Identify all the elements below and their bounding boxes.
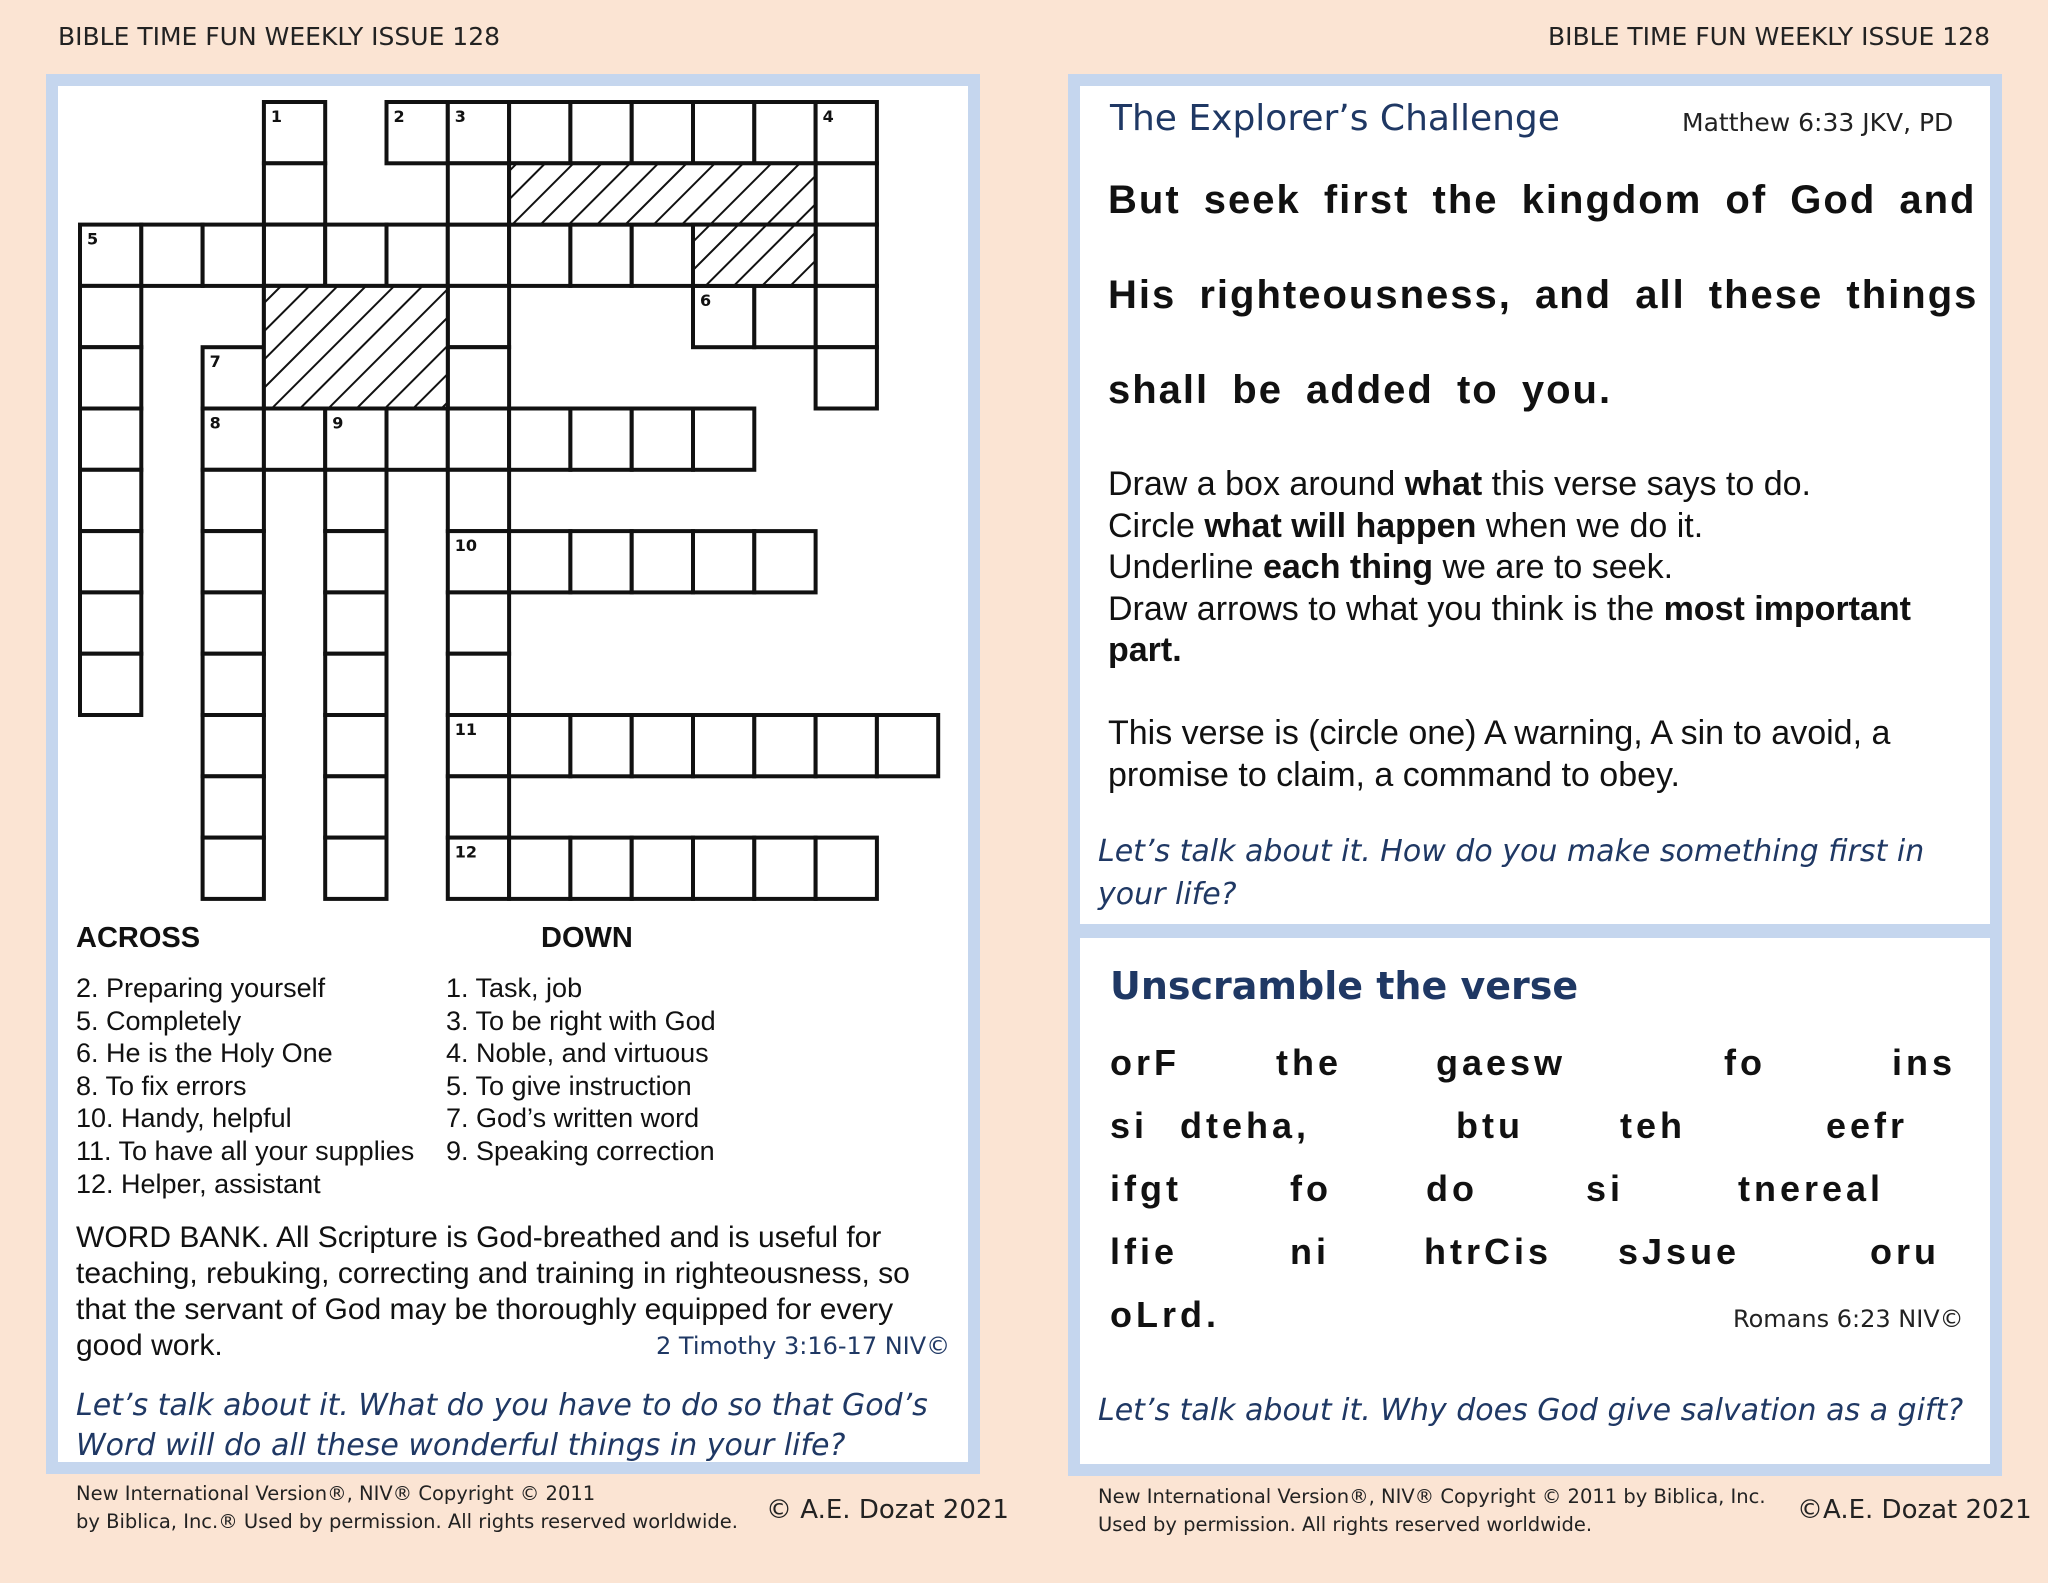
instruction-line: Draw a box around what this verse says to do. bbox=[1108, 465, 1811, 503]
verse-line: His righteousness, and all these things bbox=[1108, 273, 1979, 317]
crossword-cell[interactable] bbox=[448, 592, 509, 653]
issue-header-left: BIBLE TIME FUN WEEKLY ISSUE 128 bbox=[58, 22, 501, 51]
crossword-cell[interactable] bbox=[509, 715, 570, 776]
across-clue: 2. Preparing yourself bbox=[76, 973, 326, 1003]
crossword-cell[interactable] bbox=[325, 838, 386, 899]
left-license bbox=[76, 1480, 738, 1536]
crossword-cell[interactable] bbox=[570, 409, 631, 470]
instruction-line: Circle what will happen when we do it. bbox=[1108, 506, 1704, 545]
crossword-cell[interactable] bbox=[754, 102, 815, 163]
cell-number: 7 bbox=[209, 352, 221, 372]
cell-number: 10 bbox=[454, 536, 478, 556]
crossword-cell[interactable] bbox=[325, 715, 386, 776]
explorer-reference: Matthew 6:33 JKV, PD bbox=[1682, 108, 1954, 137]
cell-number: 1 bbox=[270, 107, 283, 126]
scrambled-word: ifgt bbox=[1110, 1168, 1182, 1209]
unscramble-talk-prompt: Let’s talk about it. Why does God give salvation as a gift? bbox=[1098, 1393, 1964, 1428]
crossword-cell[interactable] bbox=[203, 470, 264, 531]
scrambled-word: oLrd. bbox=[1110, 1294, 1220, 1335]
across-clue: 8. To fix errors bbox=[76, 1070, 247, 1101]
right-license-line2: Used by permission. All rights reserved worldwide. bbox=[1098, 1513, 1593, 1536]
crossword-cell[interactable] bbox=[387, 225, 448, 286]
crossword-cell[interactable] bbox=[448, 776, 509, 837]
scrambled-word: si bbox=[1586, 1168, 1625, 1209]
crossword-cell[interactable] bbox=[693, 531, 754, 592]
shaded-block bbox=[693, 225, 816, 286]
scrambled-word: orF bbox=[1110, 1042, 1180, 1083]
crossword-cell[interactable] bbox=[754, 531, 815, 592]
crossword-cell[interactable] bbox=[80, 654, 141, 715]
scrambled-word: teh bbox=[1620, 1105, 1686, 1146]
crossword-cell[interactable] bbox=[203, 592, 264, 653]
across-clue: 10. Handy, helpful bbox=[76, 1103, 292, 1134]
cell-number: 3 bbox=[454, 107, 466, 126]
down-clue: 9. Speaking correction bbox=[446, 1135, 715, 1166]
crossword-cell[interactable] bbox=[203, 838, 264, 899]
crossword-cell[interactable] bbox=[693, 838, 754, 899]
instruction-line: part. bbox=[1108, 631, 1182, 669]
crossword-cell[interactable] bbox=[754, 838, 815, 899]
scrambled-word: tnereal bbox=[1738, 1168, 1885, 1209]
crossword-cell[interactable] bbox=[80, 531, 141, 592]
scrambled-word: si bbox=[1110, 1105, 1149, 1146]
scrambled-word: lfie bbox=[1110, 1231, 1179, 1272]
crossword-talk-prompt: Let’s talk about it. What do you have to do so that God’s Word will do all these wonderful things in your life? bbox=[76, 1388, 928, 1463]
crossword-cell[interactable] bbox=[570, 715, 631, 776]
crossword-cell[interactable] bbox=[448, 409, 509, 470]
scrambled-word: dteha, bbox=[1180, 1105, 1311, 1146]
cell-number: 6 bbox=[700, 290, 712, 310]
crossword-cell[interactable] bbox=[80, 409, 141, 470]
unscramble-title: Unscramble the verse bbox=[1110, 964, 1579, 1008]
crossword-cell[interactable] bbox=[816, 225, 877, 286]
scrambled-word: ins bbox=[1892, 1042, 1957, 1083]
scrambled-word: do bbox=[1426, 1168, 1478, 1209]
crossword-cell[interactable] bbox=[509, 531, 570, 592]
crossword-cell[interactable] bbox=[693, 409, 754, 470]
instruction-line: Underline each thing we are to seek. bbox=[1108, 548, 1674, 586]
crossword-cell[interactable] bbox=[754, 286, 815, 347]
crossword-cell[interactable] bbox=[570, 102, 631, 163]
across-clue: 12. Helper, assistant bbox=[76, 1168, 321, 1199]
crossword-cell[interactable] bbox=[632, 409, 693, 470]
down-clue: 5. To give instruction bbox=[446, 1070, 692, 1101]
crossword-cell[interactable] bbox=[203, 715, 264, 776]
left-license-line1: New International Version®, NIV® Copyright © 2011 bbox=[76, 1482, 596, 1505]
right-copyright: ©A.E. Dozat 2021 bbox=[1797, 1495, 2032, 1525]
circle-one-prompt bbox=[1108, 713, 1890, 796]
circle-one-line: promise to claim, a command to obey. bbox=[1108, 755, 1680, 794]
crossword-cell[interactable] bbox=[325, 225, 386, 286]
crossword-cell[interactable] bbox=[80, 347, 141, 408]
crossword-cell[interactable] bbox=[509, 225, 570, 286]
crossword-cell[interactable] bbox=[632, 531, 693, 592]
crossword-cell[interactable] bbox=[816, 715, 877, 776]
scrambled-word: gaesw bbox=[1436, 1042, 1567, 1083]
left-copyright: © A.E. Dozat 2021 bbox=[766, 1495, 1009, 1525]
word-bank-text: All Scripture is God-breathed and is useful for teaching, rebuking, correcting and training in righteousness, so that the servant of God may be thoroughly equipped for every good work. bbox=[76, 1221, 910, 1362]
cell-number: 8 bbox=[209, 413, 221, 433]
explorer-talk-prompt: Let’s talk about it. How do you make something first in your life? bbox=[1098, 834, 1925, 912]
crossword-cell[interactable] bbox=[325, 654, 386, 715]
crossword-cell[interactable] bbox=[448, 654, 509, 715]
crossword-cell[interactable] bbox=[632, 838, 693, 899]
crossword-cell[interactable] bbox=[141, 225, 202, 286]
down-title: DOWN bbox=[541, 922, 633, 954]
crossword-cell[interactable] bbox=[632, 715, 693, 776]
crossword-cell[interactable] bbox=[325, 776, 386, 837]
scrambled-word: sJsue bbox=[1618, 1231, 1741, 1272]
across-clue: 5. Completely bbox=[76, 1005, 242, 1036]
scrambled-word: oru bbox=[1870, 1231, 1940, 1272]
crossword-grid[interactable] bbox=[0, 0, 1000, 920]
crossword-cell[interactable] bbox=[570, 838, 631, 899]
crossword-cell[interactable] bbox=[448, 163, 509, 224]
crossword-cell[interactable] bbox=[80, 592, 141, 653]
down-clue: 7. God’s written word bbox=[446, 1103, 700, 1134]
crossword-cell[interactable] bbox=[80, 286, 141, 347]
crossword-cell[interactable] bbox=[816, 838, 877, 899]
unscramble-reference: Romans 6:23 NIV© bbox=[1733, 1305, 1964, 1333]
crossword-cell[interactable] bbox=[325, 531, 386, 592]
verse-line: shall be added to you. bbox=[1108, 368, 1613, 412]
crossword-cell[interactable] bbox=[816, 286, 877, 347]
cell-number: 2 bbox=[393, 107, 405, 126]
right-license bbox=[1098, 1483, 1766, 1539]
crossword-cell[interactable] bbox=[570, 531, 631, 592]
circle-one-line: This verse is (circle one) A warning, A sin to avoid, a bbox=[1108, 714, 1891, 752]
scrambled-word: htrCis bbox=[1424, 1231, 1553, 1272]
right-license-line1: New International Version®, NIV® Copyright © 2011 by Biblica, Inc. bbox=[1098, 1485, 1766, 1508]
crossword-cell[interactable] bbox=[448, 347, 509, 408]
crossword-cell[interactable] bbox=[264, 225, 325, 286]
explorer-title: The Explorer’s Challenge bbox=[1110, 98, 1560, 139]
crossword-cell[interactable] bbox=[816, 163, 877, 224]
down-clues bbox=[446, 972, 716, 1168]
cell-number: 4 bbox=[822, 107, 834, 126]
scrambled-word: btu bbox=[1456, 1105, 1524, 1146]
crossword-cell[interactable] bbox=[387, 409, 448, 470]
crossword-cell[interactable] bbox=[632, 225, 693, 286]
crossword-cell[interactable] bbox=[203, 654, 264, 715]
shaded-block bbox=[509, 163, 815, 224]
crossword-cell[interactable] bbox=[754, 715, 815, 776]
crossword-cell[interactable] bbox=[632, 102, 693, 163]
crossword-cell[interactable] bbox=[816, 347, 877, 408]
crossword-cell[interactable] bbox=[509, 409, 570, 470]
scrambled-word: ni bbox=[1290, 1231, 1330, 1272]
left-license-line2: by Biblica, Inc.® Used by permission. All rights reserved worldwide. bbox=[76, 1510, 738, 1533]
shaded-block bbox=[264, 286, 448, 409]
crossword-cell[interactable] bbox=[509, 102, 570, 163]
crossword-cell[interactable] bbox=[203, 531, 264, 592]
scrambled-word: the bbox=[1276, 1042, 1342, 1083]
scrambled-word: eefr bbox=[1826, 1105, 1909, 1146]
across-clue: 11. To have all your supplies bbox=[76, 1135, 415, 1166]
crossword-cell[interactable] bbox=[448, 470, 509, 531]
cell-number: 5 bbox=[87, 229, 99, 249]
crossword-cell[interactable] bbox=[203, 776, 264, 837]
verse-line: But seek first the kingdom of God and bbox=[1108, 178, 1977, 222]
crossword-cell[interactable] bbox=[448, 286, 509, 347]
crossword-cell[interactable] bbox=[570, 225, 631, 286]
scrambled-word: fo bbox=[1724, 1042, 1766, 1083]
cell-number: 9 bbox=[332, 413, 344, 433]
crossword-cell[interactable] bbox=[877, 715, 938, 776]
word-bank-reference: 2 Timothy 3:16-17 NIV© bbox=[656, 1332, 951, 1360]
issue-header-right: BIBLE TIME FUN WEEKLY ISSUE 128 bbox=[1547, 22, 1990, 51]
crossword-cell[interactable] bbox=[264, 163, 325, 224]
across-title: ACROSS bbox=[76, 922, 201, 954]
down-clue: 3. To be right with God bbox=[446, 1005, 716, 1036]
down-clue: 1. Task, job bbox=[446, 973, 583, 1003]
instruction-line: Draw arrows to what you think is the most important bbox=[1108, 589, 1912, 628]
across-clue: 6. He is the Holy One bbox=[76, 1038, 333, 1069]
crossword-cell[interactable] bbox=[264, 409, 325, 470]
across-clues bbox=[76, 972, 414, 1200]
crossword-cell[interactable] bbox=[203, 225, 264, 286]
crossword-cell[interactable] bbox=[448, 225, 509, 286]
instructions bbox=[1108, 464, 1911, 672]
crossword-cell[interactable] bbox=[325, 470, 386, 531]
cell-number: 12 bbox=[454, 842, 478, 862]
crossword-cell[interactable] bbox=[80, 470, 141, 531]
crossword-cell[interactable] bbox=[693, 715, 754, 776]
crossword-cell[interactable] bbox=[693, 102, 754, 163]
word-bank-label: WORD BANK. bbox=[76, 1221, 270, 1254]
cell-number: 11 bbox=[454, 720, 478, 739]
scrambled-word: fo bbox=[1290, 1168, 1332, 1209]
down-clue: 4. Noble, and virtuous bbox=[446, 1038, 709, 1069]
crossword-cell[interactable] bbox=[325, 592, 386, 653]
crossword-cell[interactable] bbox=[509, 838, 570, 899]
